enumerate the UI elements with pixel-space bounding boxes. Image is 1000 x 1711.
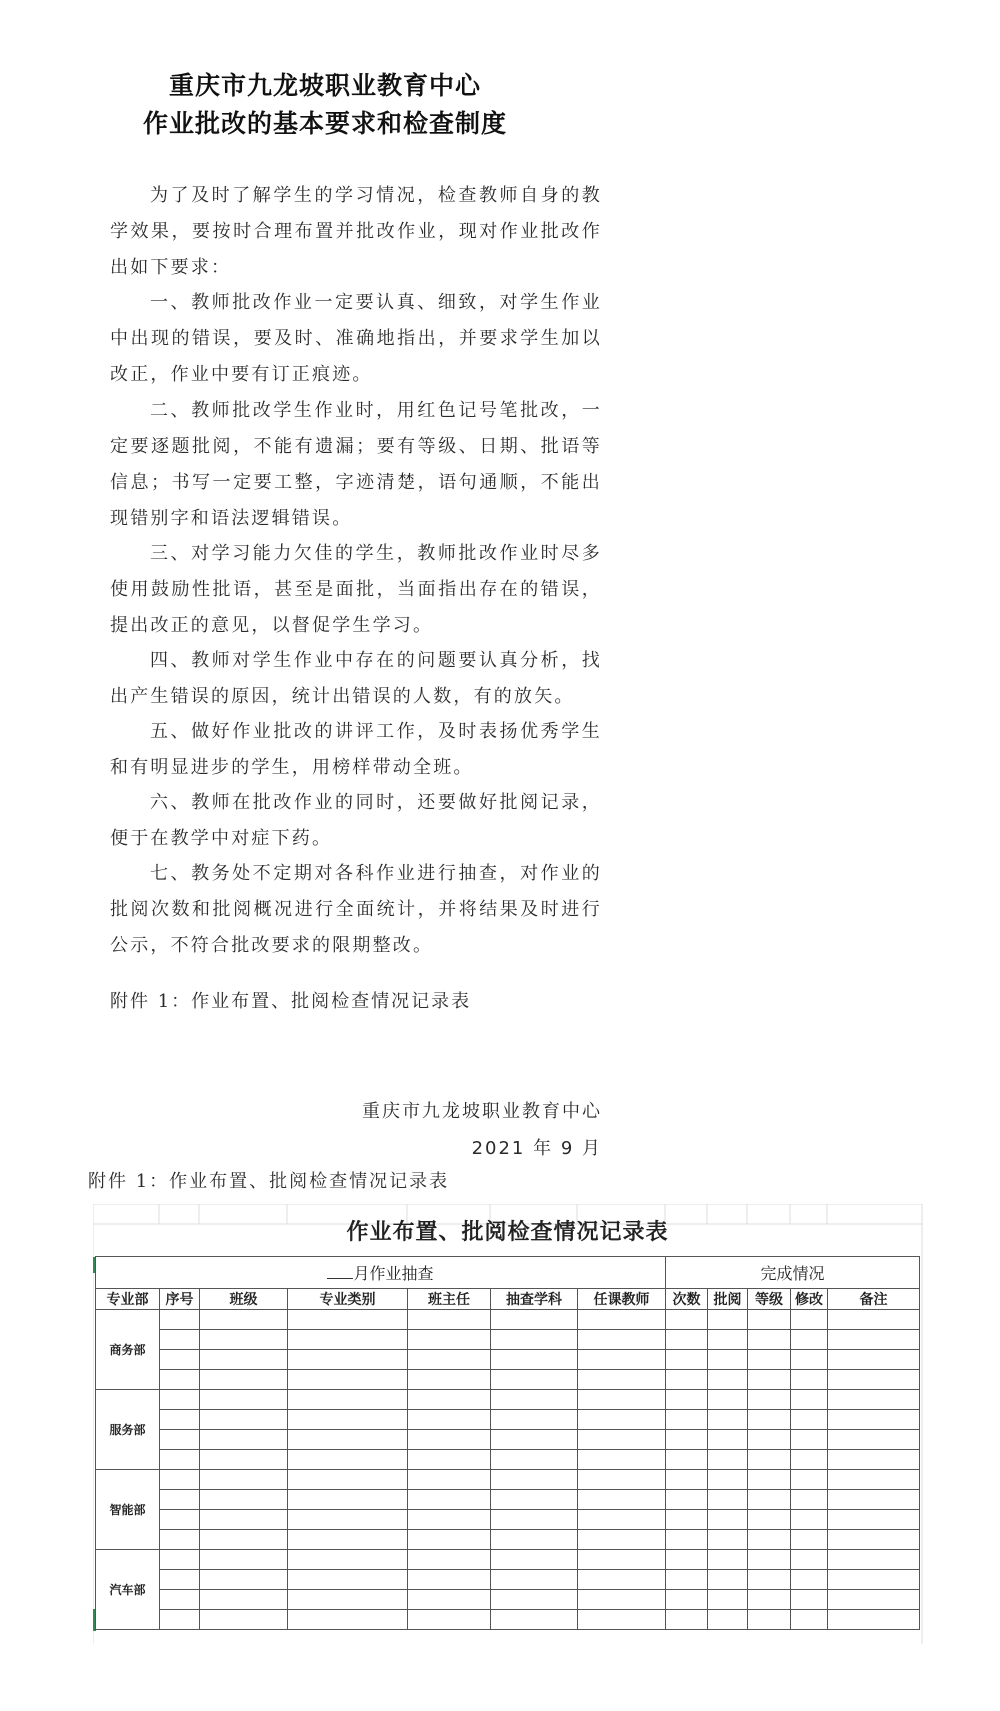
table-cell[interactable]: [708, 1490, 748, 1510]
table-cell[interactable]: [408, 1570, 491, 1590]
table-cell[interactable]: [791, 1610, 828, 1630]
table-cell[interactable]: [408, 1510, 491, 1530]
table-cell[interactable]: [828, 1450, 920, 1470]
table-cell[interactable]: [408, 1390, 491, 1410]
table-row: [96, 1470, 920, 1490]
table-cell[interactable]: [748, 1590, 791, 1610]
table-cell[interactable]: [578, 1450, 666, 1470]
table-cell[interactable]: [666, 1330, 708, 1350]
table-cell[interactable]: [578, 1570, 666, 1590]
record-sheet: [93, 1204, 923, 1644]
table-cell[interactable]: [491, 1450, 578, 1470]
table-cell[interactable]: [666, 1450, 708, 1470]
table-cell[interactable]: [408, 1410, 491, 1430]
table-row: [96, 1330, 920, 1350]
table-cell[interactable]: [748, 1330, 791, 1350]
column-header: 备注: [828, 1289, 920, 1310]
table-cell[interactable]: [828, 1430, 920, 1450]
table-cell[interactable]: [791, 1430, 828, 1450]
table-cell[interactable]: [578, 1390, 666, 1410]
table-cell[interactable]: [200, 1390, 288, 1410]
title-line-1: 重庆市九龙坡职业教育中心: [168, 71, 481, 100]
table-cell[interactable]: [791, 1490, 828, 1510]
table-cell[interactable]: [288, 1490, 408, 1510]
table-cell[interactable]: [828, 1570, 920, 1590]
table-cell[interactable]: [160, 1310, 200, 1330]
table-cell[interactable]: [791, 1470, 828, 1490]
table-cell[interactable]: [748, 1430, 791, 1450]
table-cell[interactable]: [288, 1390, 408, 1410]
table-row: [96, 1390, 920, 1410]
table-cell[interactable]: [200, 1530, 288, 1550]
table-cell[interactable]: [828, 1470, 920, 1490]
table-cell[interactable]: [748, 1410, 791, 1430]
table-cell[interactable]: [791, 1410, 828, 1430]
table-cell[interactable]: [666, 1310, 708, 1330]
table-cell[interactable]: [200, 1610, 288, 1630]
table-cell[interactable]: [491, 1430, 578, 1450]
paragraph-rule-2: 二、教师批改学生作业时，用红色记号笔批改，一定要逐题批阅，不能有遗漏；要有等级、日期、批语等信息；书写一定要工整，字迹清楚，语句通顺，不能出现错别字和语法逻辑错误。: [110, 400, 602, 529]
column-header: 修改: [791, 1289, 828, 1310]
table-cell[interactable]: [828, 1330, 920, 1350]
column-header: 专业类别: [288, 1289, 408, 1310]
table-row: [96, 1350, 920, 1370]
paragraph-rule-1: 一、教师批改作业一定要认真、细致，对学生作业中出现的错误，要及时、准确地指出，并要求学生加以改正，作业中要有订正痕迹。: [110, 292, 602, 385]
table-cell[interactable]: [748, 1550, 791, 1570]
table-cell[interactable]: [791, 1550, 828, 1570]
column-header-row: [96, 1289, 920, 1310]
paragraph-rule-3: 三、对学习能力欠佳的学生，教师批改作业时尽多使用鼓励性批语，甚至是面批，当面指出存在的错误，提出改正的意见，以督促学生学习。: [110, 543, 602, 636]
table-cell[interactable]: [708, 1550, 748, 1570]
table-cell[interactable]: [666, 1590, 708, 1610]
table-row: [96, 1510, 920, 1530]
record-table: [95, 1204, 920, 1630]
group-header-label: 月作业抽查: [353, 1264, 434, 1283]
table-cell[interactable]: [160, 1470, 200, 1490]
table-cell[interactable]: [708, 1450, 748, 1470]
table-cell[interactable]: [200, 1570, 288, 1590]
paragraph-rule-4: 四、教师对学生作业中存在的问题要认真分析，找出产生错误的原因，统计出错误的人数，有的放矢。: [110, 650, 602, 707]
table-cell[interactable]: [791, 1510, 828, 1530]
table-cell[interactable]: [578, 1410, 666, 1430]
department-cell: 智能部: [96, 1470, 160, 1550]
table-cell[interactable]: [408, 1350, 491, 1370]
table-cell[interactable]: [578, 1590, 666, 1610]
table-title: 作业布置、批阅检查情况记录表: [96, 1204, 920, 1257]
table-cell[interactable]: [666, 1570, 708, 1590]
table-cell[interactable]: [708, 1410, 748, 1430]
table-cell[interactable]: [160, 1350, 200, 1370]
table-cell[interactable]: [200, 1450, 288, 1470]
table-cell[interactable]: [666, 1610, 708, 1630]
table-cell[interactable]: [748, 1610, 791, 1630]
table-cell[interactable]: [828, 1550, 920, 1570]
column-header: 任课教师: [578, 1289, 666, 1310]
table-cell[interactable]: [578, 1310, 666, 1330]
column-header: 序号: [160, 1289, 200, 1310]
table-row: [96, 1550, 920, 1570]
table-row: [96, 1610, 920, 1630]
table-cell[interactable]: [200, 1490, 288, 1510]
table-cell[interactable]: [491, 1510, 578, 1530]
table-cell[interactable]: [491, 1570, 578, 1590]
table-cell[interactable]: [578, 1350, 666, 1370]
table-cell[interactable]: [160, 1530, 200, 1550]
table-cell[interactable]: [200, 1550, 288, 1570]
table-cell[interactable]: [708, 1590, 748, 1610]
paragraph-rule-6: 六、教师在批改作业的同时，还要做好批阅记录，便于在教学中对症下药。: [110, 792, 602, 849]
table-cell[interactable]: [828, 1310, 920, 1330]
table-cell[interactable]: [791, 1310, 828, 1330]
table-cell[interactable]: [160, 1490, 200, 1510]
column-header: 批阅: [708, 1289, 748, 1310]
table-cell[interactable]: [666, 1470, 708, 1490]
signature-organization: 重庆市九龙坡职业教育中心: [362, 1101, 602, 1122]
table-cell[interactable]: [748, 1350, 791, 1370]
table-cell[interactable]: [491, 1350, 578, 1370]
table-cell[interactable]: [748, 1490, 791, 1510]
table-cell[interactable]: [288, 1410, 408, 1430]
table-cell[interactable]: [708, 1510, 748, 1530]
table-cell[interactable]: [200, 1410, 288, 1430]
table-cell[interactable]: [160, 1330, 200, 1350]
table-cell[interactable]: [578, 1370, 666, 1390]
table-cell[interactable]: [828, 1510, 920, 1530]
table-cell[interactable]: [791, 1590, 828, 1610]
table-cell[interactable]: [578, 1550, 666, 1570]
table-cell[interactable]: [708, 1430, 748, 1450]
department-cell: 服务部: [96, 1390, 160, 1470]
table-cell[interactable]: [666, 1430, 708, 1450]
table-cell[interactable]: [491, 1370, 578, 1390]
table-cell[interactable]: [666, 1410, 708, 1430]
table-cell[interactable]: [408, 1550, 491, 1570]
table-cell[interactable]: [288, 1590, 408, 1610]
table-cell[interactable]: [748, 1570, 791, 1590]
table-cell[interactable]: [828, 1350, 920, 1370]
table-cell[interactable]: [491, 1310, 578, 1330]
table-row: [96, 1590, 920, 1610]
table-cell[interactable]: [200, 1430, 288, 1450]
table-cell[interactable]: [708, 1370, 748, 1390]
table-cell[interactable]: [408, 1430, 491, 1450]
column-header: 专业部: [96, 1289, 160, 1310]
table-cell[interactable]: [408, 1370, 491, 1390]
table-cell[interactable]: [708, 1530, 748, 1550]
table-cell[interactable]: [828, 1530, 920, 1550]
table-cell[interactable]: [666, 1390, 708, 1410]
table-row: [96, 1410, 920, 1430]
table-cell[interactable]: [666, 1510, 708, 1530]
table-cell[interactable]: [491, 1410, 578, 1430]
table-cell[interactable]: [200, 1470, 288, 1490]
table-cell[interactable]: [288, 1530, 408, 1550]
table-cell[interactable]: [288, 1330, 408, 1350]
group-header-completion: 完成情况: [666, 1257, 920, 1289]
table-cell[interactable]: [791, 1370, 828, 1390]
table-cell[interactable]: [200, 1590, 288, 1610]
table-cell[interactable]: [160, 1510, 200, 1530]
table-cell[interactable]: [288, 1470, 408, 1490]
table-cell[interactable]: [288, 1310, 408, 1330]
paragraph-intro: 为了及时了解学生的学习情况，检查教师自身的教学效果，要按时合理布置并批改作业，现对作业批改作出如下要求：: [110, 185, 602, 278]
table-cell[interactable]: [160, 1590, 200, 1610]
attachment-label: 附件 1：作业布置、批阅检查情况记录表: [88, 1171, 450, 1192]
column-header: 次数: [666, 1289, 708, 1310]
column-header: 抽查学科: [491, 1289, 578, 1310]
table-cell[interactable]: [828, 1390, 920, 1410]
table-cell[interactable]: [160, 1550, 200, 1570]
attachment-note: 附件 1：作业布置、批阅检查情况记录表: [110, 991, 472, 1012]
table-cell[interactable]: [491, 1550, 578, 1570]
table-cell[interactable]: [491, 1330, 578, 1350]
table-cell[interactable]: [708, 1610, 748, 1630]
table-row: [96, 1310, 920, 1330]
table-row: [96, 1450, 920, 1470]
table-cell[interactable]: [666, 1530, 708, 1550]
table-row: [96, 1370, 920, 1390]
table-cell[interactable]: [491, 1610, 578, 1630]
table-cell[interactable]: [708, 1390, 748, 1410]
table-cell[interactable]: [200, 1510, 288, 1530]
table-cell[interactable]: [791, 1330, 828, 1350]
table-cell[interactable]: [408, 1330, 491, 1350]
column-header: 班主任: [408, 1289, 491, 1310]
table-cell[interactable]: [748, 1390, 791, 1410]
table-cell[interactable]: [160, 1390, 200, 1410]
table-cell[interactable]: [491, 1530, 578, 1550]
table-cell[interactable]: [666, 1370, 708, 1390]
table-cell[interactable]: [708, 1570, 748, 1590]
column-header: 班级: [200, 1289, 288, 1310]
table-cell[interactable]: [160, 1430, 200, 1450]
table-cell[interactable]: [408, 1450, 491, 1470]
table-cell[interactable]: [160, 1410, 200, 1430]
table-cell[interactable]: [748, 1530, 791, 1550]
table-cell[interactable]: [578, 1490, 666, 1510]
table-cell[interactable]: [408, 1590, 491, 1610]
title-line-2: 作业批改的基本要求和检查制度: [142, 109, 507, 138]
table-cell[interactable]: [791, 1530, 828, 1550]
table-cell[interactable]: [200, 1370, 288, 1390]
table-cell[interactable]: [408, 1310, 491, 1330]
table-cell[interactable]: [708, 1310, 748, 1330]
table-cell[interactable]: [288, 1510, 408, 1530]
table-cell[interactable]: [578, 1610, 666, 1630]
table-cell[interactable]: [791, 1350, 828, 1370]
group-header-monthly-check: [96, 1257, 666, 1289]
table-cell[interactable]: [748, 1450, 791, 1470]
table-cell[interactable]: [828, 1490, 920, 1510]
table-row: [96, 1490, 920, 1510]
table-cell[interactable]: [491, 1490, 578, 1510]
table-cell[interactable]: [200, 1350, 288, 1370]
table-cell[interactable]: [491, 1390, 578, 1410]
table-cell[interactable]: [748, 1310, 791, 1330]
table-cell[interactable]: [408, 1490, 491, 1510]
month-blank[interactable]: [327, 1264, 353, 1279]
table-cell[interactable]: [288, 1430, 408, 1450]
table-cell[interactable]: [791, 1390, 828, 1410]
table-cell[interactable]: [828, 1370, 920, 1390]
table-cell[interactable]: [666, 1550, 708, 1570]
table-cell[interactable]: [578, 1530, 666, 1550]
table-cell[interactable]: [578, 1470, 666, 1490]
table-cell[interactable]: [708, 1330, 748, 1350]
table-cell[interactable]: [578, 1330, 666, 1350]
table-cell[interactable]: [288, 1570, 408, 1590]
table-cell[interactable]: [828, 1590, 920, 1610]
table-cell[interactable]: [160, 1450, 200, 1470]
paragraph-rule-5: 五、做好作业批改的讲评工作，及时表扬优秀学生和有明显进步的学生，用榜样带动全班。: [110, 721, 602, 778]
signature-date: 2021 年 9 月: [471, 1138, 602, 1159]
table-row: [96, 1430, 920, 1450]
table-cell[interactable]: [160, 1610, 200, 1630]
table-cell[interactable]: [160, 1570, 200, 1590]
table-row: [96, 1530, 920, 1550]
table-cell[interactable]: [200, 1310, 288, 1330]
table-cell[interactable]: [791, 1450, 828, 1470]
table-cell[interactable]: [491, 1590, 578, 1610]
table-cell[interactable]: [828, 1410, 920, 1430]
table-cell[interactable]: [748, 1510, 791, 1530]
table-row: [96, 1570, 920, 1590]
table-cell[interactable]: [578, 1510, 666, 1530]
table-cell[interactable]: [288, 1370, 408, 1390]
table-cell[interactable]: [666, 1490, 708, 1510]
table-cell[interactable]: [288, 1610, 408, 1630]
paragraph-rule-7: 七、教务处不定期对各科作业进行抽查，对作业的批阅次数和批阅概况进行全面统计，并将结果及时进行公示，不符合批改要求的限期整改。: [110, 863, 602, 956]
table-cell[interactable]: [748, 1470, 791, 1490]
table-cell[interactable]: [408, 1530, 491, 1550]
table-cell[interactable]: [408, 1610, 491, 1630]
department-cell: 汽车部: [96, 1550, 160, 1630]
department-cell: 商务部: [96, 1310, 160, 1390]
table-cell[interactable]: [288, 1350, 408, 1370]
column-header: 等级: [748, 1289, 791, 1310]
table-cell[interactable]: [708, 1470, 748, 1490]
table-cell[interactable]: [708, 1350, 748, 1370]
table-cell[interactable]: [748, 1370, 791, 1390]
table-cell[interactable]: [578, 1430, 666, 1450]
table-cell[interactable]: [200, 1330, 288, 1350]
table-cell[interactable]: [491, 1470, 578, 1490]
table-cell[interactable]: [666, 1350, 708, 1370]
table-cell[interactable]: [791, 1570, 828, 1590]
table-cell[interactable]: [828, 1610, 920, 1630]
table-cell[interactable]: [288, 1450, 408, 1470]
table-cell[interactable]: [408, 1470, 491, 1490]
table-cell[interactable]: [160, 1370, 200, 1390]
table-cell[interactable]: [288, 1550, 408, 1570]
